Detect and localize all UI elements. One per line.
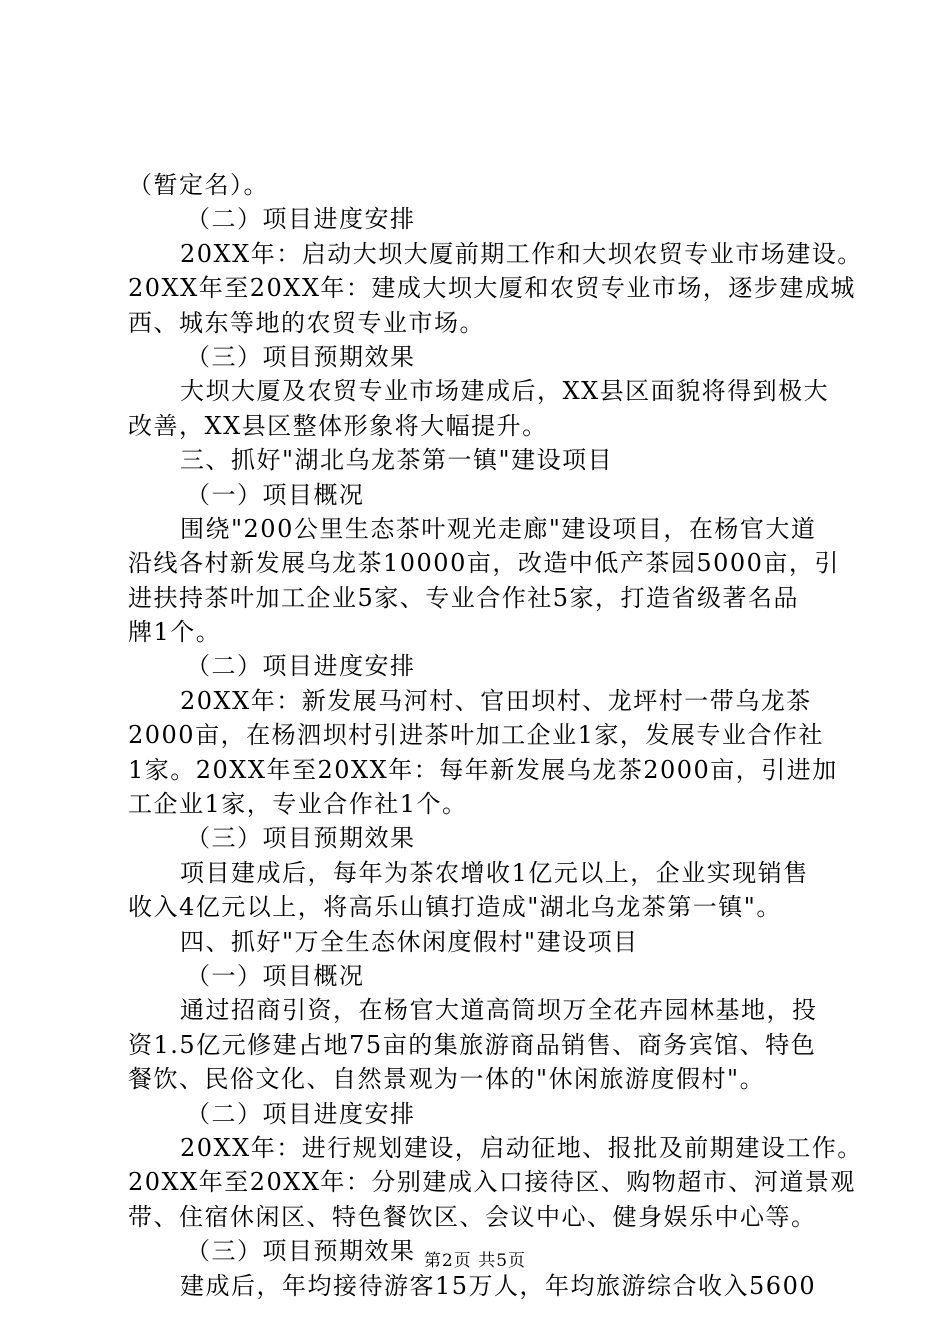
paragraph-line: 通过招商引资，在杨官大道高筒坝万全花卉园林基地，投 — [180, 996, 818, 1025]
section-heading: （三）项目预期效果 — [186, 1237, 416, 1266]
section-heading: （二）项目进度安排 — [186, 205, 416, 234]
paragraph-line: 项目建成后，每年为茶农增收1亿元以上，企业实现销售 — [180, 858, 809, 887]
document-body — [128, 168, 863, 1303]
text-line: 工企业1家，专业合作社1个。 — [128, 790, 468, 819]
paragraph-line: 20XX年：新发展马河村、官田坝村、龙坪村一带乌龙茶 — [180, 686, 812, 715]
paragraph-line: 20XX年：启动大坝大厦前期工作和大坝农贸专业市场建设。 — [180, 239, 863, 268]
paragraph-line: 建成后，年均接待游客15万人，年均旅游综合收入5600 — [180, 1271, 817, 1300]
text-line: 1家。20XX年至20XX年：每年新发展乌龙茶2000亩，引进加 — [128, 755, 838, 784]
text-line: 进扶持茶叶加工企业5家、专业合作社5家，打造省级著名品 — [128, 583, 800, 612]
text-line: 牌1个。 — [128, 618, 222, 647]
section-heading: （三）项目预期效果 — [186, 342, 416, 371]
chapter-heading: 四、抓好"万全生态休闲度假村"建设项目 — [180, 927, 639, 956]
text-line: 20XX年至20XX年：分别建成入口接待区、购物超市、河道景观 — [128, 1168, 856, 1197]
page-footer: 第2页 共5页 — [423, 1251, 527, 1271]
paragraph-line: 20XX年：进行规划建设，启动征地、报批及前期建设工作。 — [180, 1133, 863, 1162]
text-line: 收入4亿元以上，将高乐山镇打造成"湖北乌龙茶第一镇"。 — [128, 893, 782, 922]
text-line: （暂定名）。 — [128, 171, 269, 199]
section-heading: （二）项目进度安排 — [186, 652, 416, 681]
section-heading: （一）项目概况 — [186, 961, 365, 990]
paragraph-line: 大坝大厦及农贸专业市场建成后，XX县区面貌将得到极大 — [180, 377, 830, 406]
section-heading: （二）项目进度安排 — [186, 1099, 416, 1128]
paragraph-line: 围绕"200公里生态茶叶观光走廊"建设项目，在杨官大道 — [180, 514, 817, 543]
text-line: 改善，XX县区整体形象将大幅提升。 — [128, 411, 548, 440]
text-line: 沿线各村新发展乌龙茶10000亩，改造中低产茶园5000亩，引 — [128, 549, 840, 578]
chapter-heading: 三、抓好"湖北乌龙茶第一镇"建设项目 — [180, 446, 614, 475]
section-heading: （三）项目预期效果 — [186, 824, 416, 853]
text-line: 带、住宿休闲区、特色餐饮区、会议中心、健身娱乐中心等。 — [128, 1202, 817, 1231]
section-heading: （一）项目概况 — [186, 480, 365, 509]
text-line: 20XX年至20XX年：建成大坝大厦和农贸专业市场，逐步建成城 — [128, 274, 856, 303]
text-line: 资1.5亿元修建占地75亩的集旅游商品销售、商务宾馆、特色 — [128, 1030, 817, 1059]
text-line: 西、城东等地的农贸专业市场。 — [128, 308, 485, 337]
text-line: 餐饮、民俗文化、自然景观为一体的"休闲旅游度假村"。 — [128, 1065, 766, 1094]
text-line: 2000亩，在杨泗坝村引进茶叶加工企业1家，发展专业合作社 — [128, 721, 824, 750]
